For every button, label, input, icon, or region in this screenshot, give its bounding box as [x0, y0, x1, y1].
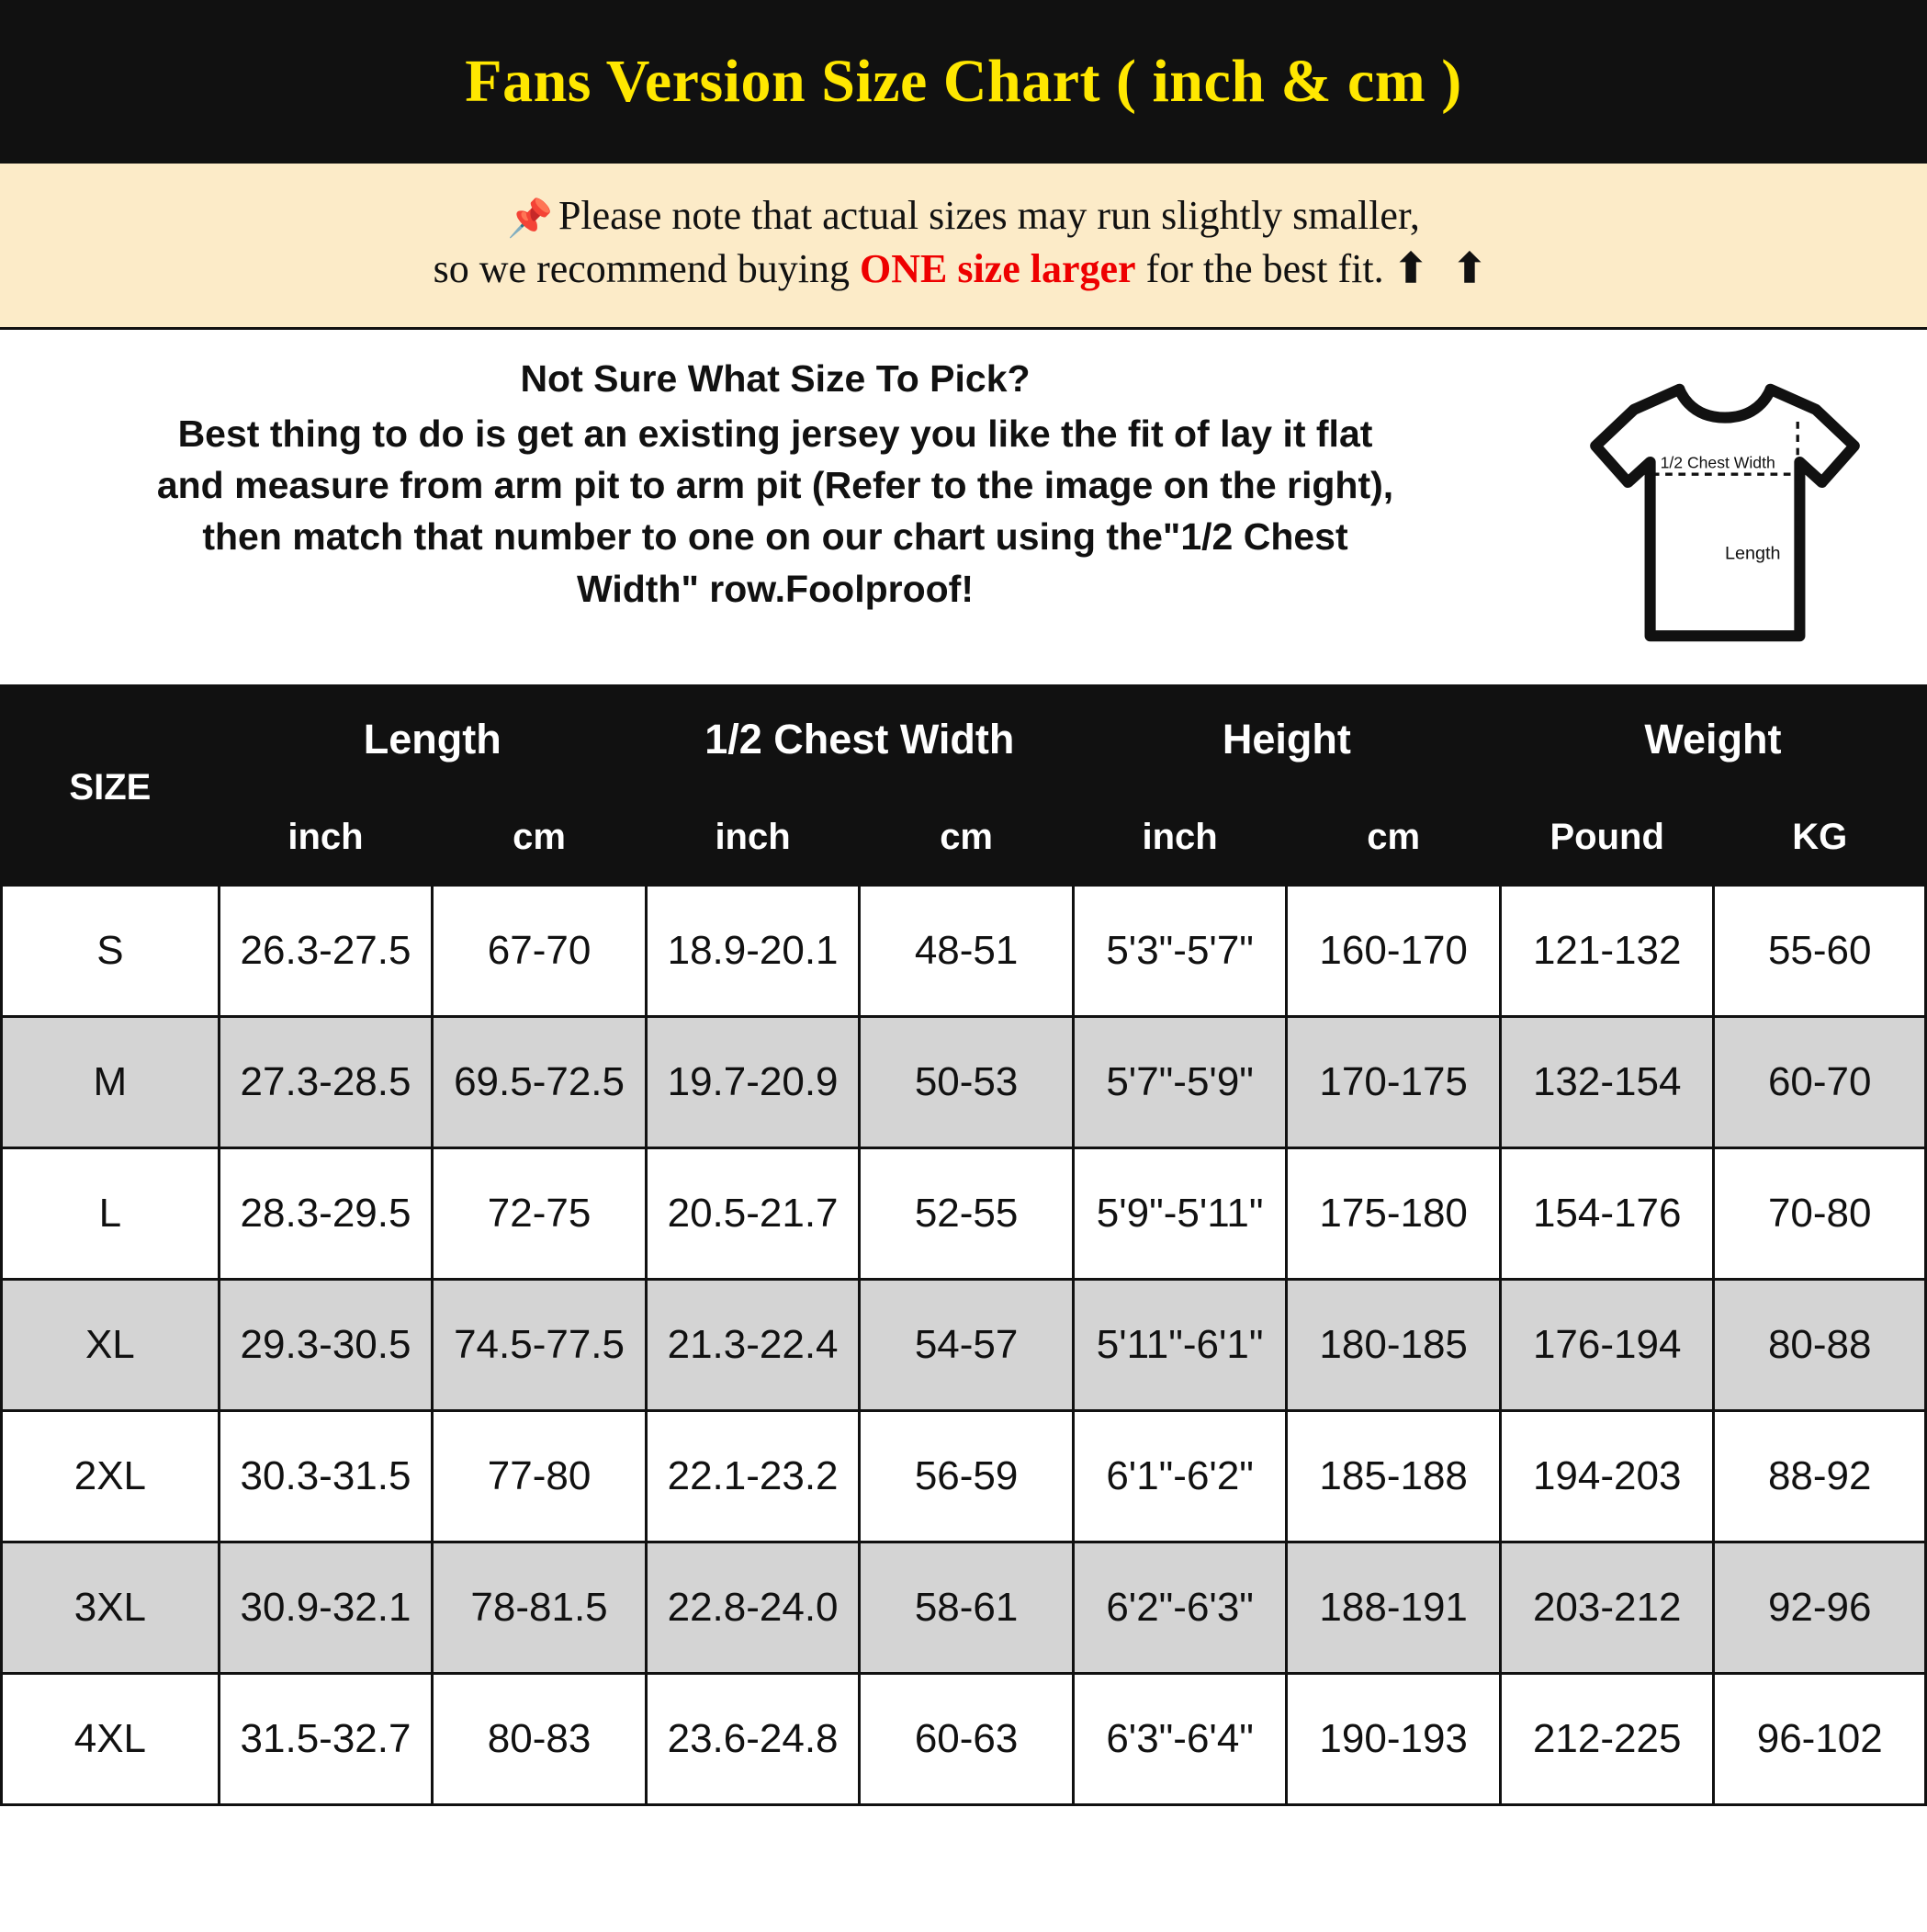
table-cell: 67-70 — [433, 886, 647, 1017]
table-cell: 6'2"-6'3" — [1073, 1542, 1287, 1674]
table-cell: 56-59 — [860, 1411, 1074, 1542]
table-cell: 19.7-20.9 — [646, 1017, 860, 1148]
table-cell: 58-61 — [860, 1542, 1074, 1674]
table-unit-header-row — [2, 789, 1926, 886]
table-cell: 26.3-27.5 — [219, 886, 433, 1017]
arrow-up-icon: ⬆ ⬆ — [1393, 246, 1494, 292]
advice-line-2: and measure from arm pit to arm pit (Refer to the image on the right), — [156, 464, 1394, 507]
table-cell: 88-92 — [1714, 1411, 1926, 1542]
table-cell: 80-88 — [1714, 1280, 1926, 1411]
table-cell: 60-63 — [860, 1674, 1074, 1805]
header-unit-length-cm: cm — [433, 789, 647, 886]
table-cell: 29.3-30.5 — [219, 1280, 433, 1411]
table-header — [2, 690, 1926, 886]
note-banner — [0, 164, 1927, 330]
note-line-1-text: Please note that actual sizes may run slightly smaller, — [558, 193, 1420, 238]
header-unit-length-inch: inch — [219, 789, 433, 886]
table-row — [2, 1017, 1926, 1148]
header-unit-weight-pound: Pound — [1500, 789, 1714, 886]
header-unit-height-inch: inch — [1073, 789, 1287, 886]
table-cell: 80-83 — [433, 1674, 647, 1805]
header-size: SIZE — [2, 690, 220, 886]
table-group-header-row — [2, 690, 1926, 789]
table-cell: 92-96 — [1714, 1542, 1926, 1674]
table-cell: 5'9"-5'11" — [1073, 1148, 1287, 1280]
table-cell: 170-175 — [1287, 1017, 1501, 1148]
tshirt-diagram — [1532, 350, 1918, 664]
table-cell-size: 3XL — [2, 1542, 220, 1674]
note-line-1 — [37, 189, 1890, 243]
table-cell: 5'3"-5'7" — [1073, 886, 1287, 1017]
table-cell: 96-102 — [1714, 1674, 1926, 1805]
table-cell: 48-51 — [860, 886, 1074, 1017]
table-cell: 54-57 — [860, 1280, 1074, 1411]
table-cell: 132-154 — [1500, 1017, 1714, 1148]
note-line-2 — [37, 243, 1890, 296]
size-table — [0, 688, 1927, 1806]
header-group-chest-width: 1/2 Chest Width — [646, 690, 1073, 789]
header-unit-chest-cm: cm — [860, 789, 1074, 886]
header-unit-weight-kg: KG — [1714, 789, 1926, 886]
advice-line-4: Width" row.Foolproof! — [577, 567, 974, 610]
table-cell: 188-191 — [1287, 1542, 1501, 1674]
table-cell: 55-60 — [1714, 886, 1926, 1017]
table-cell: 6'1"-6'2" — [1073, 1411, 1287, 1542]
table-cell-size: L — [2, 1148, 220, 1280]
advice-line-3: then match that number to one on our chart using the"1/2 Chest — [202, 515, 1348, 559]
header-unit-chest-inch: inch — [646, 789, 860, 886]
table-cell: 154-176 — [1500, 1148, 1714, 1280]
tshirt-chest-label: 1/2 Chest Width — [1660, 453, 1775, 472]
advice-section — [0, 330, 1927, 688]
page-title: Fans Version Size Chart ( inch & cm ) — [465, 48, 1462, 115]
table-cell: 185-188 — [1287, 1411, 1501, 1542]
table-cell: 28.3-29.5 — [219, 1148, 433, 1280]
header-group-height: Height — [1073, 690, 1500, 789]
header-group-length: Length — [219, 690, 646, 789]
table-cell: 6'3"-6'4" — [1073, 1674, 1287, 1805]
table-cell-size: 4XL — [2, 1674, 220, 1805]
table-cell: 22.1-23.2 — [646, 1411, 860, 1542]
table-row — [2, 886, 1926, 1017]
table-cell: 194-203 — [1500, 1411, 1714, 1542]
table-cell-size: XL — [2, 1280, 220, 1411]
table-cell: 74.5-77.5 — [433, 1280, 647, 1411]
advice-text-block — [9, 350, 1532, 615]
table-cell: 5'7"-5'9" — [1073, 1017, 1287, 1148]
table-cell: 121-132 — [1500, 886, 1714, 1017]
tshirt-length-label: Length — [1725, 543, 1781, 564]
table-cell: 5'11"-6'1" — [1073, 1280, 1287, 1411]
table-cell-size: M — [2, 1017, 220, 1148]
table-cell: 69.5-72.5 — [433, 1017, 647, 1148]
table-cell-size: S — [2, 886, 220, 1017]
table-cell: 52-55 — [860, 1148, 1074, 1280]
note-line-2-prefix: so we recommend buying — [433, 246, 860, 292]
table-body — [2, 886, 1926, 1805]
pushpin-icon: 📌 — [507, 198, 553, 239]
table-cell: 20.5-21.7 — [646, 1148, 860, 1280]
table-cell: 30.3-31.5 — [219, 1411, 433, 1542]
header-group-weight: Weight — [1500, 690, 1925, 789]
table-cell: 190-193 — [1287, 1674, 1501, 1805]
table-cell: 72-75 — [433, 1148, 647, 1280]
table-cell: 180-185 — [1287, 1280, 1501, 1411]
table-cell: 175-180 — [1287, 1148, 1501, 1280]
table-cell: 176-194 — [1500, 1280, 1714, 1411]
table-cell: 60-70 — [1714, 1017, 1926, 1148]
note-line-2-suffix: for the best fit. — [1135, 246, 1394, 292]
table-cell: 27.3-28.5 — [219, 1017, 433, 1148]
table-cell: 18.9-20.1 — [646, 886, 860, 1017]
table-cell: 212-225 — [1500, 1674, 1714, 1805]
advice-line-1: Best thing to do is get an existing jersey you like the fit of lay it flat — [177, 412, 1373, 456]
table-cell: 23.6-24.8 — [646, 1674, 860, 1805]
table-cell: 50-53 — [860, 1017, 1074, 1148]
header-unit-height-cm: cm — [1287, 789, 1501, 886]
table-cell: 160-170 — [1287, 886, 1501, 1017]
table-row — [2, 1411, 1926, 1542]
table-cell: 70-80 — [1714, 1148, 1926, 1280]
table-row — [2, 1148, 1926, 1280]
table-row — [2, 1542, 1926, 1674]
title-banner — [0, 0, 1927, 164]
table-row — [2, 1280, 1926, 1411]
table-row — [2, 1674, 1926, 1805]
advice-heading: Not Sure What Size To Pick? — [520, 357, 1031, 401]
note-emphasis: ONE size larger — [859, 246, 1136, 292]
table-cell: 78-81.5 — [433, 1542, 647, 1674]
table-cell: 30.9-32.1 — [219, 1542, 433, 1674]
table-cell: 203-212 — [1500, 1542, 1714, 1674]
table-cell-size: 2XL — [2, 1411, 220, 1542]
table-cell: 22.8-24.0 — [646, 1542, 860, 1674]
tshirt-diagram-icon — [1573, 361, 1876, 664]
table-cell: 31.5-32.7 — [219, 1674, 433, 1805]
table-cell: 21.3-22.4 — [646, 1280, 860, 1411]
table-cell: 77-80 — [433, 1411, 647, 1542]
